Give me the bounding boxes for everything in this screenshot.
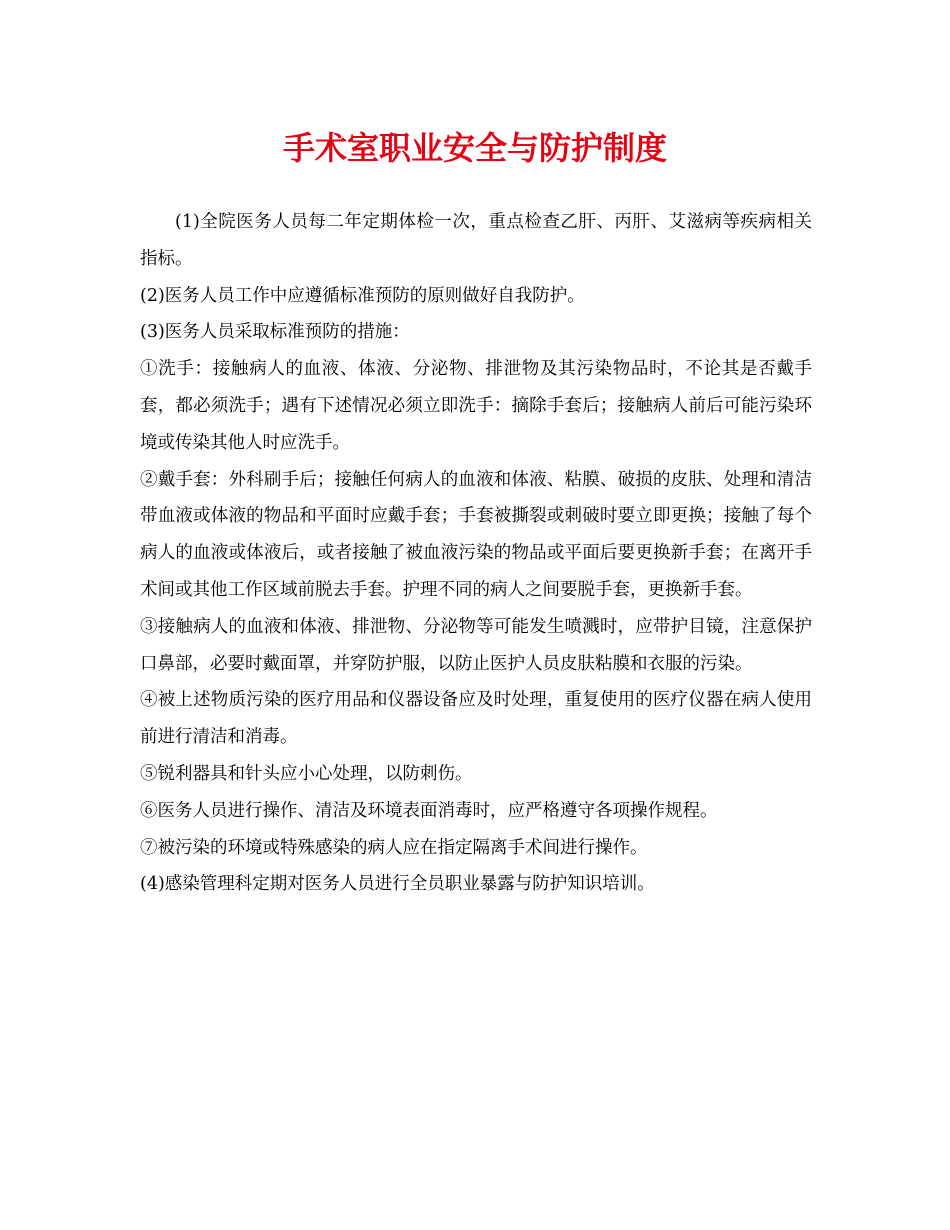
paragraph-3-item-3: ③接触病人的血液和体液、排泄物、分泌物等可能发生喷溅时，应带护目镜，注意保护口鼻部，必要时戴面罩，并穿防护服，以防止医护人员皮肤粘膜和衣服的污染。 xyxy=(140,616,812,674)
document-title: 手术室职业安全与防护制度 xyxy=(282,129,667,167)
paragraph-3: (3)医务人员采取标准预防的措施： xyxy=(140,322,410,343)
document-body xyxy=(140,204,812,903)
paragraph-2: (2)医务人员工作中应遵循标准预防的原则做好自我防护。 xyxy=(140,285,585,306)
paragraph-3-item-4: ④被上述物质污染的医疗用品和仪器设备应及时处理，重复使用的医疗仪器在病人使用前进行清洁和消毒。 xyxy=(140,690,812,748)
paragraph-3-item-5: ⑤锐利器具和针头应小心处理，以防刺伤。 xyxy=(140,763,473,784)
paragraph-3-item-6: ⑥医务人员进行操作、清洁及环境表面消毒时，应严格遵守各项操作规程。 xyxy=(140,800,718,821)
paragraph-1: (1)全院医务人员每二年定期体检一次，重点检查乙肝、丙肝、艾滋病等疾病相关指标。 xyxy=(140,212,812,269)
paragraph-3-item-7: ⑦被污染的环境或特殊感染的病人应在指定隔离手术间进行操作。 xyxy=(140,837,648,858)
paragraph-3-item-1: ①洗手：接触病人的血液、体液、分泌物、排泄物及其污染物品时，不论其是否戴手套，都必须洗手；遇有下述情况必须立即洗手：摘除手套后；接触病人前后可能污染环境或传染其他人时应洗手。 xyxy=(140,359,812,453)
paragraph-3-item-2: ②戴手套：外科刷手后；接触任何病人的血液和体液、粘膜、破损的皮肤、处理和清洁带血液或体液的物品和平面时应戴手套；手套被撕裂或刺破时要立即更换；接触了每个病人的血液或体液后，或者接触了被血液污染的物品或平面后要更换新手套；在离开手术间或其他工作区域前脱去手套。护理不同的病人之间要脱手套，更换新手套。 xyxy=(140,469,812,600)
paragraph-4: (4)感染管理科定期对医务人员进行全员职业暴露与防护知识培训。 xyxy=(140,874,655,895)
